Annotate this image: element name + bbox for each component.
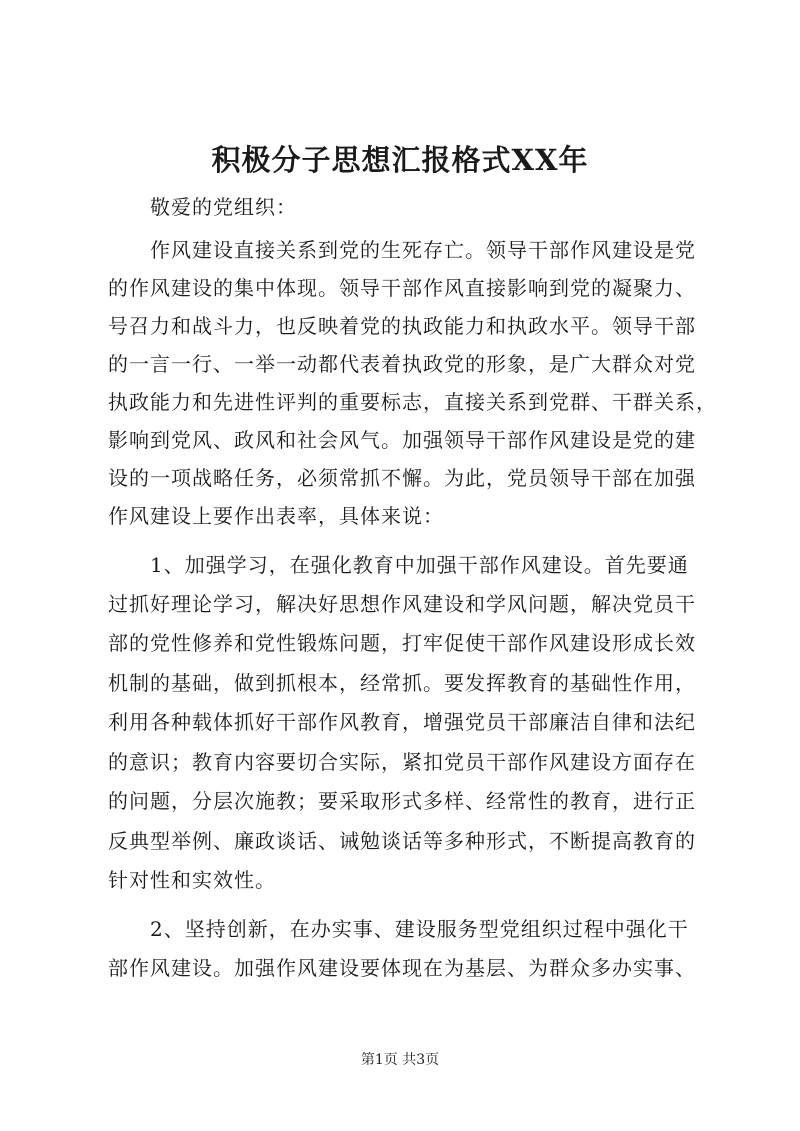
body-line: 机制的基础，做到抓根本，经常抓。要发挥教育的基础性作用， xyxy=(108,671,696,695)
body-line: 设的一项战略任务，必须常抓不懈。为此，党员领导干部在加强 xyxy=(108,466,696,490)
body-line: 过抓好理论学习，解决好思想作风建设和学风问题，解决党员干 xyxy=(108,592,696,616)
body-line: 的问题，分层次施教；要采取形式多样、经常性的教育，进行正 xyxy=(108,789,696,813)
body-line: 1、加强学习，在强化教育中加强干部作风建设。首先要通 xyxy=(150,553,689,577)
body-line: 执政能力和先进性评判的重要标志，直接关系到党群、干群关系， xyxy=(108,390,717,414)
body-line: 的作风建设的集中体现。领导干部作风直接影响到党的凝聚力、 xyxy=(108,276,696,300)
body-line: 作风建设直接关系到党的生死存亡。领导干部作风建设是党 xyxy=(150,238,696,262)
body-line: 号召力和战斗力，也反映着党的执政能力和执政水平。领导干部 xyxy=(108,314,696,338)
body-line: 的意识；教育内容要切合实际，紧扣党员干部作风建设方面存在 xyxy=(108,750,696,774)
page-number: 第1页 共3页 xyxy=(360,1052,440,1068)
body-line: 影响到党风、政风和社会风气。加强领导干部作风建设是党的建 xyxy=(108,428,696,452)
body-line: 针对性和实效性。 xyxy=(108,868,276,892)
body-line: 部作风建设。加强作风建设要体现在为基层、为群众多办实事、 xyxy=(108,956,696,980)
body-line: 2、坚持创新，在办实事、建设服务型党组织过程中强化干 xyxy=(150,917,689,941)
body-line: 作风建设上要作出表率，具体来说： xyxy=(108,504,444,528)
body-line: 部的党性修养和党性锻炼问题，打牢促使干部作风建设形成长效 xyxy=(108,631,696,655)
body-line: 利用各种载体抓好干部作风教育，增强党员干部廉洁自律和法纪 xyxy=(108,710,696,734)
salutation: 敬爱的党组织： xyxy=(150,195,297,219)
document-title: 积极分子思想汇报格式XX年 xyxy=(211,143,589,177)
body-line: 反典型举例、廉政谈话、诫勉谈话等多种形式，不断提高教育的 xyxy=(108,829,696,853)
body-line: 的一言一行、一举一动都代表着执政党的形象，是广大群众对党 xyxy=(108,352,696,376)
